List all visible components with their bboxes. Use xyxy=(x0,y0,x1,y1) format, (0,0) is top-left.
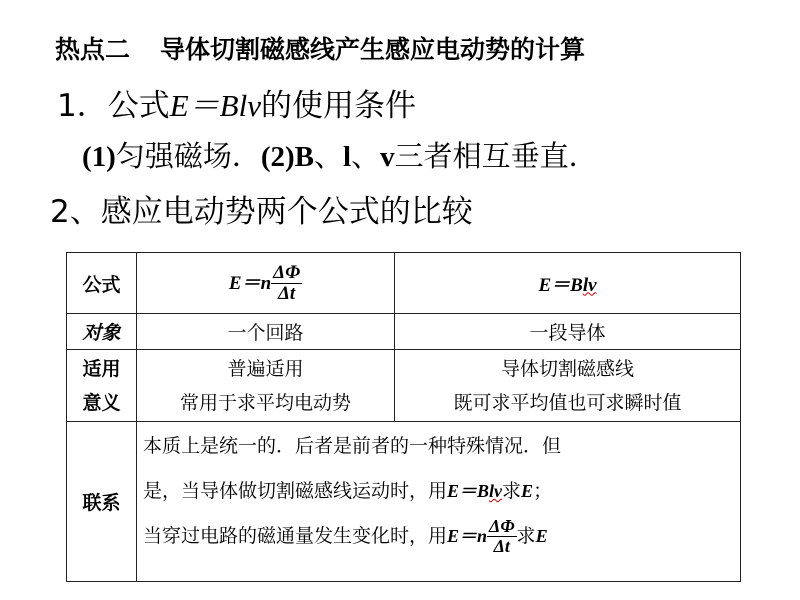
apply-col2-line2: 既可求平均值也可求瞬时值 xyxy=(453,391,682,414)
relation-line-1: 本质上是统一的．后者是前者的一种特殊情况．但 xyxy=(143,435,562,457)
relation-line-2-formula-left: E＝B xyxy=(447,481,490,501)
item-2-title: 2、感应电动势两个公式的比较 xyxy=(50,194,473,230)
heading-title: 导体切割磁感线产生感应电动势的计算 xyxy=(160,35,586,64)
section-heading xyxy=(55,30,585,66)
relation-line-3-fraction xyxy=(487,517,517,556)
apply-col1-line2: 常用于求平均电动势 xyxy=(179,391,351,414)
table-row-relation xyxy=(67,422,741,582)
relation-line-3-numerator: ΔΦ xyxy=(489,516,515,537)
label-apply-2: 意义 xyxy=(82,391,121,414)
relation-line-3-denominator: Δt xyxy=(493,536,510,556)
label-object: 对象 xyxy=(67,314,137,350)
relation-line-2-c: ； xyxy=(533,480,553,502)
apply-col1 xyxy=(137,350,395,422)
label-apply xyxy=(67,350,137,422)
relation-line-2-a: 是，当导体做切割磁感线运动时，用 xyxy=(143,480,448,502)
condition-2-l: l xyxy=(343,141,352,173)
condition-2-number: (2)B xyxy=(260,141,315,173)
condition-2-text: 三者相互垂直． xyxy=(394,139,598,173)
motional-lv: lv xyxy=(582,274,597,296)
apply-col1-line1: 普遍适用 xyxy=(227,357,304,380)
relation-line-3-a: 当穿过电路的磁通量发生变化时，用 xyxy=(143,525,448,547)
apply-col2 xyxy=(395,350,741,422)
relation-line-3-b: 求 xyxy=(516,525,536,547)
formula-motional xyxy=(395,253,741,314)
faraday-numerator: ΔΦ xyxy=(273,261,301,283)
faraday-left: E＝n xyxy=(228,272,272,294)
faraday-denominator: Δt xyxy=(278,282,296,304)
relation-line-3-formula-left: E＝n xyxy=(447,526,488,546)
comparison-table xyxy=(66,252,741,582)
item-1-conditions xyxy=(82,134,598,175)
relation-line-2-b: 求 xyxy=(502,480,522,502)
object-col1: 一个回路 xyxy=(137,314,395,350)
table-row-object xyxy=(67,314,741,350)
item-1-prefix: 1．公式 xyxy=(57,88,170,124)
relation-line-2-E: E xyxy=(521,481,534,501)
relation-text xyxy=(137,422,741,582)
object-col2: 一段导体 xyxy=(395,314,741,350)
condition-1-text: 匀强磁场． xyxy=(115,139,261,173)
item-1-suffix: 的使用条件 xyxy=(260,88,416,124)
condition-2-sep-2: 、 xyxy=(351,139,381,173)
relation-line-2-formula-lv: lv xyxy=(489,481,503,501)
condition-2-v: v xyxy=(380,141,395,173)
relation-line-2 xyxy=(143,469,734,514)
item-1-formula: E＝Blv xyxy=(169,88,261,123)
relation-line-3 xyxy=(143,514,734,559)
item-1-formula-conditions xyxy=(57,80,416,125)
label-formula: 公式 xyxy=(67,253,137,314)
condition-2-sep-1: 、 xyxy=(314,139,344,173)
motional-left: E＝B xyxy=(538,274,583,296)
condition-1-number: (1) xyxy=(82,141,116,173)
heading-label: 热点二 xyxy=(55,35,131,64)
relation-line-3-E: E xyxy=(535,526,548,546)
formula-faraday xyxy=(137,253,395,314)
faraday-fraction xyxy=(271,263,302,304)
table-row-formula xyxy=(67,253,741,314)
label-apply-1: 适用 xyxy=(82,357,121,380)
apply-col2-line1: 导体切割磁感线 xyxy=(500,357,634,380)
table-row-apply xyxy=(67,350,741,422)
label-relation: 联系 xyxy=(67,422,137,582)
